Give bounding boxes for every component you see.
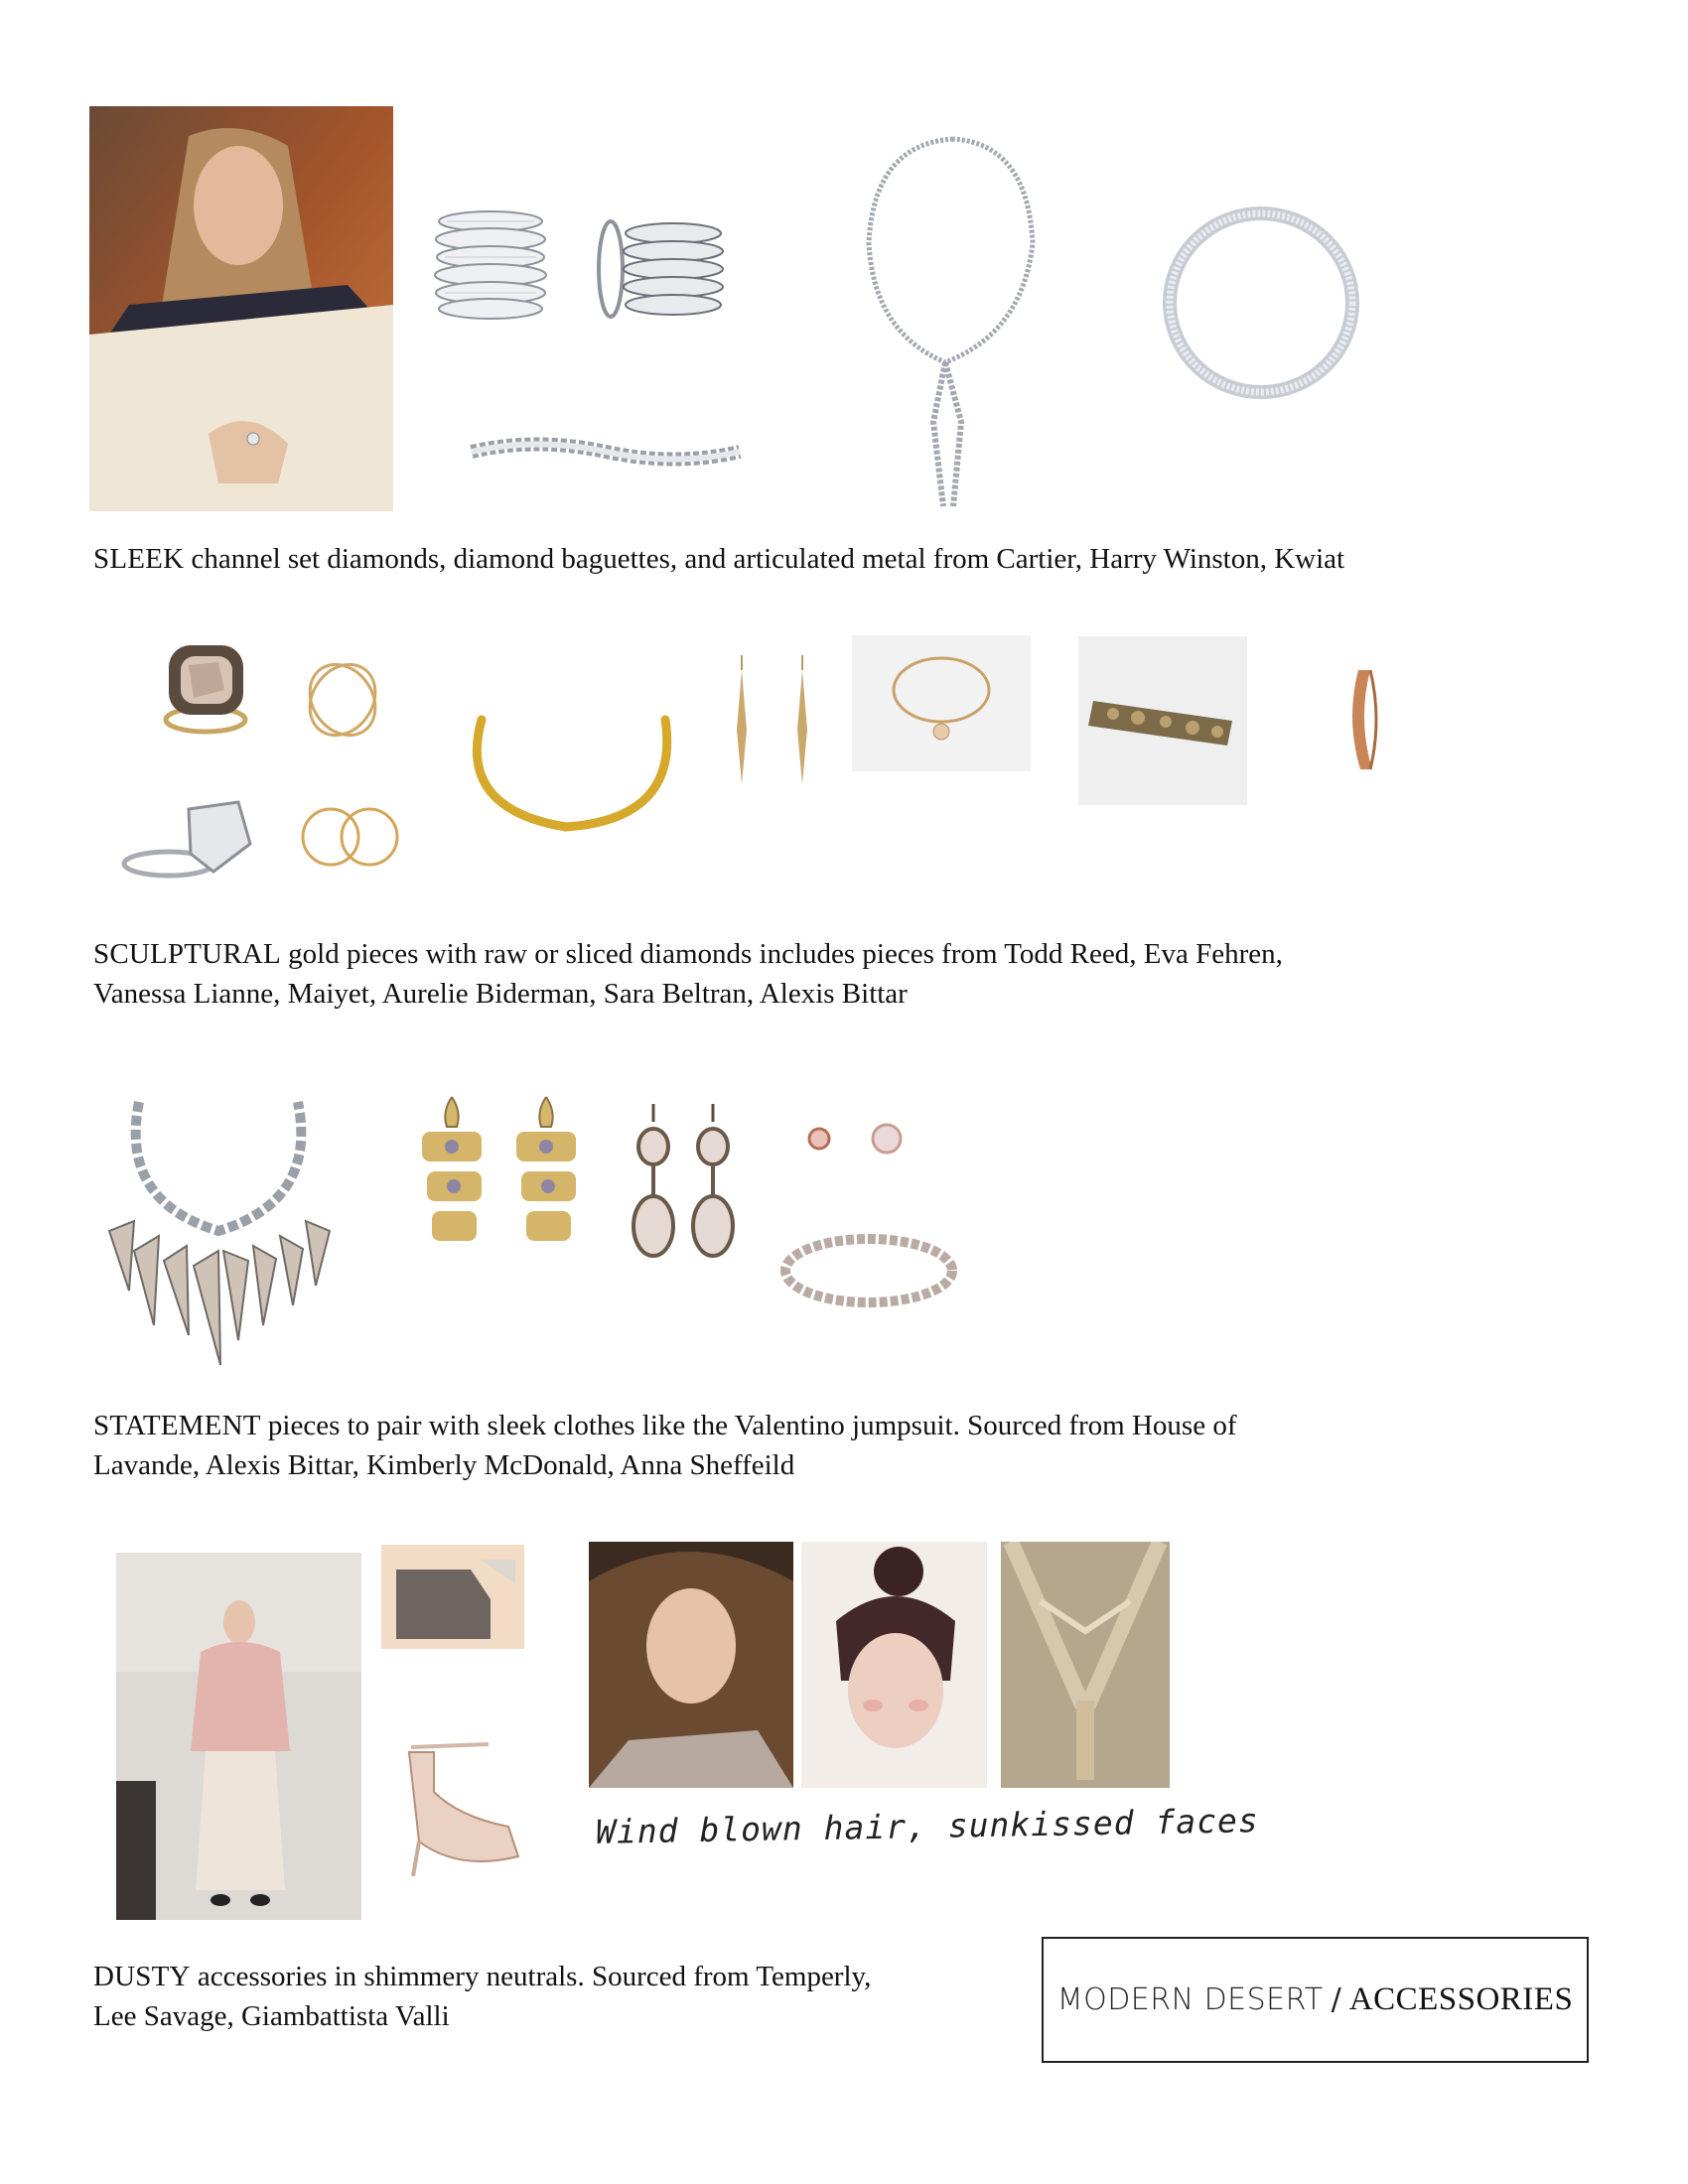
gold-x-ring [303,660,382,740]
gold-cuff-bracelet [457,690,685,839]
gold-chandelier-earrings [412,1092,586,1281]
fishtail-braid-photo [1001,1542,1170,1788]
crystal-statement-necklace [99,1082,338,1370]
sleek-text: channel set diamonds, diamond baguettes, and articulated metal from Cartier, Harry Winston, Kwiat [191,543,1345,575]
dusty-caption [93,1957,871,2036]
statement-caption [93,1406,1236,1485]
lariat-diamond-necklace [854,134,1053,516]
sleek-caption [93,539,1344,579]
sliced-diamond-ring [119,794,258,884]
sleek-lead: SLEEK [93,543,185,575]
title-modern-desert: MODERN DESERT [1056,1982,1324,2017]
sculptural-caption [93,934,1283,1014]
handwritten-note: Wind blown hair, sunkissed faces [595,1801,1260,1851]
gold-charm-bangle-photo [852,635,1031,771]
nude-strappy-heel [389,1732,528,1876]
sculptural-text-line-2: Vanessa Lianne, Maiyet, Aurelie Biderman, Sara Beltran, Alexis Bittar [93,978,908,1010]
sculptural-lead: SCULPTURAL [93,938,281,970]
dusty-text-line-1: accessories in shimmery neutrals. Sourced from Temperly, [197,1961,872,1992]
model-portrait-photo [89,106,393,511]
blush-clutch-photo [381,1545,524,1649]
crystal-tennis-bracelet [779,1231,958,1310]
dusty-text-line-2: Lee Savage, Giambattista Valli [93,2000,450,2032]
dusty-lead: DUSTY [93,1961,191,1992]
diamond-bracelet [467,437,745,467]
gold-spike-earrings [730,650,814,789]
gold-hoop-earrings [298,804,402,869]
stacked-eternity-bands [586,213,730,325]
stacked-diamond-rings [427,204,554,321]
runway-model-photo [116,1553,361,1920]
page-title-box [1042,1937,1589,2063]
raw-diamond-ring [149,640,263,735]
title-separator: / [1331,1982,1341,2017]
smoky-quartz-drop-earrings [626,1102,740,1266]
rose-gold-cuff [1340,665,1390,774]
statement-text-line-1: pieces to pair with sleek clothes like the Valentino jumpsuit. Sourced from House of [267,1410,1237,1441]
gem-cluster-bracelet-photo [1078,636,1247,805]
top-knot-bun-portrait [801,1542,987,1788]
diamond-collar-necklace [1162,204,1360,402]
rose-quartz-stud-earrings [794,1117,918,1161]
statement-lead: STATEMENT [93,1410,261,1441]
sculptural-text-line-1: gold pieces with raw or sliced diamonds includes pieces from Todd Reed, Eva Fehren, [288,938,1283,970]
windblown-hair-portrait [589,1542,793,1788]
title-accessories: ACCESSORIES [1348,1981,1574,2017]
statement-text-line-2: Lavande, Alexis Bittar, Kimberly McDonald, Anna Sheffeild [93,1449,795,1481]
